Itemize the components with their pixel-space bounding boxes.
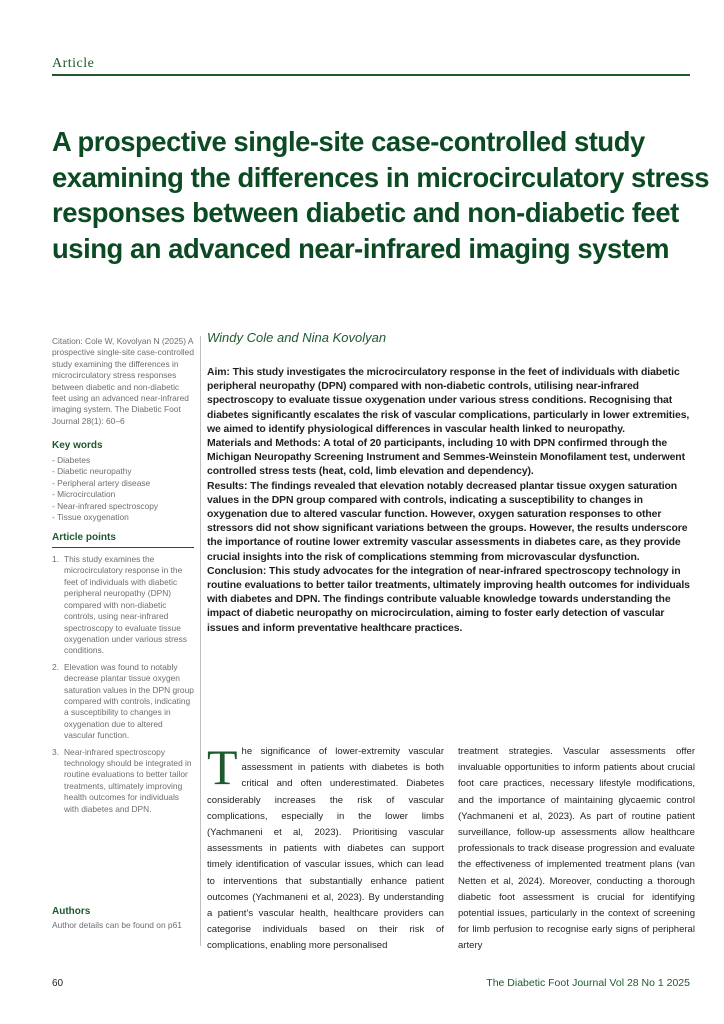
keyword-item: - Near-infrared spectroscopy [52, 500, 159, 511]
article-point-text: Near-infrared spectroscopy technology should be integrated in routine evaluations to better tailor treatments, ultimately improving health outcomes for individuals with diabetes and DPN. [64, 746, 192, 814]
keywords-heading: Key words [52, 440, 103, 452]
article-title: A prospective single-site case-controlled study examining the differences in microcirculatory stress responses between diabetic and non-diabetic feet using an advanced near-infrared imaging system [52, 126, 710, 264]
authors-heading: Authors [52, 906, 91, 917]
keyword-item: - Diabetes [52, 454, 91, 465]
article-points-list [52, 554, 194, 815]
article-point [52, 554, 194, 657]
keyword-item: - Diabetic neuropathy [52, 466, 132, 477]
section-divider [52, 74, 690, 76]
journal-footer: The Diabetic Foot Journal Vol 28 No 1 2025 [486, 977, 690, 989]
keyword-item: - Microcirculation [52, 489, 116, 500]
body-column-left [207, 739, 444, 955]
section-label: Article [52, 56, 95, 71]
body-column-right [458, 744, 695, 955]
abstract-methods: Materials and Methods: A total of 20 participants, including 10 with DPN confirmed through the Michigan Neuropathy Screening Instrument and Semmes-Weinstein Monofilament test, underwent controlled stress tests (heat, cold, limb elevation and dependency). [207, 438, 685, 478]
author-names: Windy Cole and Nina Kovolyan [207, 330, 387, 345]
authors-box [52, 906, 194, 932]
citation: Citation: Cole W, Kovolyan N (2025) A prospective single-site case-controlled study examining the differences in microcirculatory stress responses between diabetic and non-diabetic feet using an advanced near-infrared imaging system. The Diabetic Foot Journal 28(1): 60–6 [52, 336, 194, 426]
abstract-results: Results: The findings revealed that elevation notably decreased plantar tissue oxygen saturation values in the DPN group compared with controls, indicating a susceptibility to changes in oxygenation due to altered vascular function. However, oxygen saturation responses to other stressors did not show significant variations between the groups. However, the results underscore the importance of routine lower extremity vascular assessments in diabetes care, as they provide crucial insights into the risk of complications stemming from microvascular dysfunction. [207, 480, 688, 563]
article-point-number: 1. [52, 554, 59, 565]
article-point-number: 3. [52, 746, 59, 757]
body-paragraph: treatment strategies. Vascular assessments offer invaluable opportunities to inform patients about crucial foot care practices, necessary lifestyle modifications, and the importance of maintaining glycaemic control (Yachmaneni et al, 2023). As part of routine patient surveillance, follow-up assessments allow healthcare professionals to track disease progression and evaluate the effectiveness of implemented treatment plans (van Netten et al, 2024). Moreover, conducting a thorough diabetic foot assessment is crucial for identifying potential issues, particularly in the context of screening for limb perfusion to recognise early signs of peripheral artery [458, 746, 695, 952]
authors-note: Author details can be found on p61 [52, 920, 182, 931]
body-text [207, 739, 695, 955]
sidebar-divider [200, 336, 201, 946]
article-point [52, 662, 194, 742]
article-point-number: 2. [52, 661, 59, 672]
article-point-text: This study examines the microcirculatory response in the feet of individuals with diabetic peripheral neuropathy (DPN) compared with non-diabetic controls, using near-infrared spectroscopy to evaluate tissue oxygenation under various stress conditions. [64, 554, 187, 656]
article-points-heading: Article points [52, 531, 116, 543]
body-paragraph: he significance of lower-extremity vascular assessment in patients with diabetes is both critical and often underestimated. Diabetes considerably increases the risk of vascular complications, especially in the lower limbs (Yachmaneni et al, 2023). Prioritising vascular assessments in patients with diabetes can support timely identification of vascular issues, which can lead to interventions that substantially enhance patient outcomes (Yachmaneni et al, 2023). By understanding a patient’s vascular health, healthcare providers can categorise individuals based on their risk of complications, enabling more personalised [207, 746, 444, 952]
article-point-text: Elevation was found to notably decrease plantar tissue oxygen saturation values in the DPN group compared with controls, indicating a susceptibility to changes in oxygenation due to altered vascular function. [64, 661, 194, 741]
keyword-item: - Tissue oxygenation [52, 512, 129, 523]
page-number: 60 [52, 978, 64, 989]
article-point [52, 747, 194, 815]
keywords-list [52, 455, 194, 524]
abstract [207, 366, 695, 636]
drop-cap: T [207, 739, 238, 795]
sidebar [52, 336, 194, 820]
article-points-divider [52, 547, 194, 548]
abstract-aim: Aim: This study investigates the microcirculatory response in the feet of individuals with diabetic peripheral neuropathy (DPN) compared with non-diabetic controls, utilising near-infrared spectroscopy to evaluate tissue oxygenation under various stress conditions. Recognising that diabetes significantly escalates the risk of vascular complications, particularly in lower extremities, we aimed to identify physiological differences in vascular health linked to neuropathy. [207, 367, 690, 435]
abstract-conclusion: Conclusion: This study advocates for the integration of near-infrared spectroscopy technology in routine evaluations to better tailor treatments, ultimately improving health outcomes for individuals with diabetes and DPN. The findings contribute valuable knowledge towards understanding the impact of diabetic neuropathy on microcirculation, aiming to foster early detection of vascular issues and inform preventative healthcare practices. [207, 565, 690, 634]
keyword-item: - Peripheral artery disease [52, 477, 151, 488]
